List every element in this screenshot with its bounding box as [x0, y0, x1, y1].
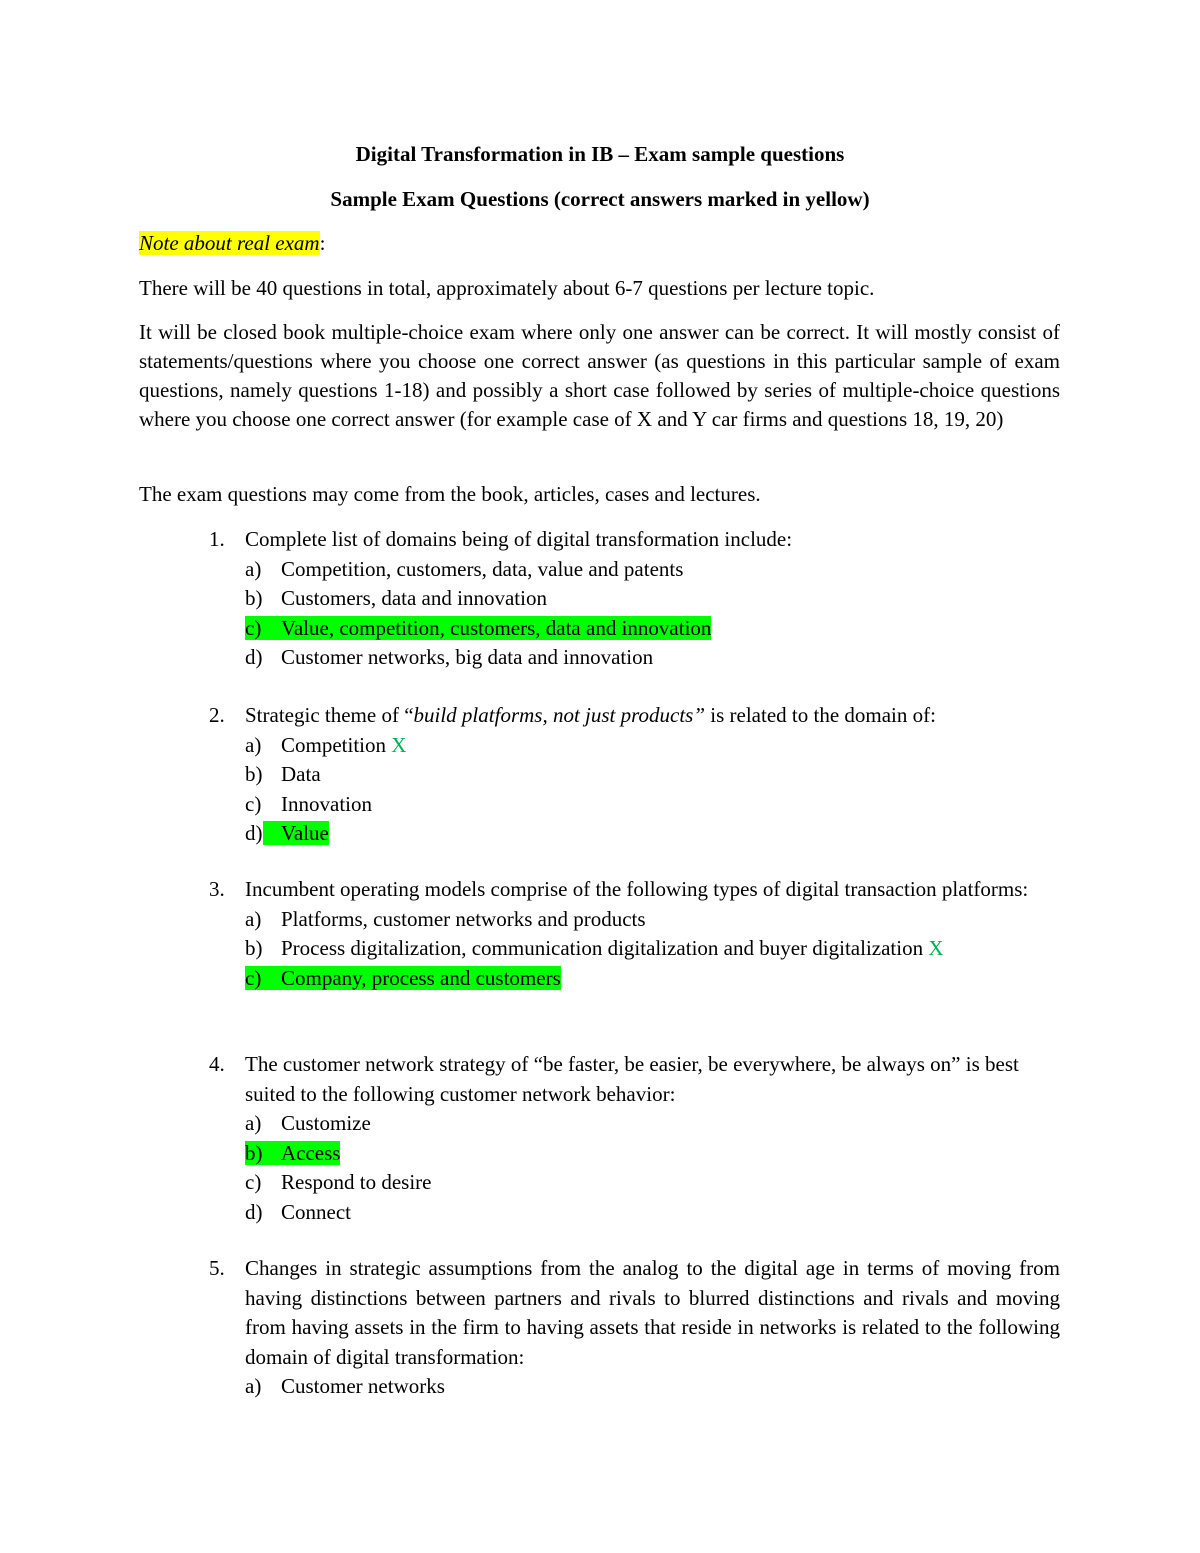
- question-5: [209, 1254, 1060, 1402]
- option-c: [245, 790, 1060, 820]
- question-1: [209, 525, 1060, 673]
- option-text: Customer networks: [281, 1374, 445, 1398]
- option-text: Customers, data and innovation: [281, 586, 547, 610]
- option-d-correct: [245, 819, 1060, 849]
- question-number: 5.: [209, 1256, 225, 1280]
- option-text: Value: [263, 821, 329, 845]
- option-text: Data: [281, 762, 321, 786]
- question-text: Complete list of domains being of digital transformation include:: [245, 527, 793, 551]
- option-text: Platforms, customer networks and products: [281, 906, 646, 931]
- option-text: Connect: [281, 1199, 351, 1224]
- option-label: a): [245, 556, 262, 581]
- option-label: c): [245, 791, 262, 816]
- option-text: Access: [281, 1140, 341, 1165]
- option-c-correct: [245, 964, 1060, 994]
- option-text: Process digitalization, communication digitalization and buyer digitalization: [281, 936, 924, 960]
- question-number: 3.: [209, 877, 225, 901]
- option-label: b): [245, 1140, 263, 1165]
- option-text: Competition, customers, data, value and patents: [281, 556, 684, 581]
- note-colon: :: [319, 231, 326, 255]
- option-label: d): [245, 1199, 263, 1224]
- option-label: a): [245, 1374, 262, 1398]
- option-a: [245, 731, 1060, 761]
- question-text: Changes in strategic assumptions from the analog to the digital age in terms of moving from having distinctions between partners and rivals to blurred distinctions and rivals and moving from having assets in the firm to having assets that reside in networks is related to the following domain of digital transformation:: [245, 1256, 1060, 1369]
- option-label: d): [245, 821, 263, 845]
- question-number: 4.: [209, 1052, 225, 1076]
- note-label: Note about real exam: [139, 231, 320, 255]
- question-text: The customer network strategy of “be faster, be easier, be everywhere, be always on” is best suited to the following customer network behavior:: [245, 1052, 1019, 1106]
- option-label: b): [245, 762, 263, 786]
- question-text: Strategic theme of “build platforms, not just products” is related to the domain of:: [245, 703, 936, 727]
- option-a: [245, 555, 1060, 585]
- option-b: [245, 760, 1060, 790]
- option-text: Innovation: [281, 791, 372, 816]
- x-mark: X: [391, 732, 407, 757]
- option-label: c): [245, 965, 262, 990]
- option-text: Customer networks, big data and innovation: [281, 645, 654, 669]
- document-subtitle: Sample Exam Questions (correct answers marked in yellow): [330, 187, 870, 211]
- option-c-correct: [245, 614, 1060, 644]
- question-4: [209, 1050, 1060, 1227]
- option-a: [245, 1372, 1060, 1402]
- question-2: [209, 701, 1060, 849]
- option-b: [245, 584, 1060, 614]
- note-line: [139, 229, 1060, 258]
- question-text: Incumbent operating models comprise of the following types of digital transaction platforms:: [245, 877, 1029, 901]
- option-label: b): [245, 936, 263, 960]
- option-b: [245, 934, 1060, 964]
- paragraph-exam-format: It will be closed book multiple-choice exam where only one answer can be correct. It will mostly consist of statements/questions where you choose one correct answer (as questions in this particular sample of exam questions, namely questions 1-18) and possibly a short case followed by series of multiple-choice questions where you choose one correct answer (for example case of X and Y car firms and questions 18, 19, 20): [139, 320, 1060, 431]
- option-label: b): [245, 586, 263, 610]
- option-label: d): [245, 645, 263, 669]
- option-b-correct: [245, 1139, 1060, 1169]
- x-mark: X: [928, 936, 944, 960]
- option-text: Competition: [281, 732, 386, 757]
- paragraph-total-questions: There will be 40 questions in total, approximately about 6-7 questions per lecture topic.: [139, 276, 875, 300]
- option-c: [245, 1168, 1060, 1198]
- option-label: a): [245, 906, 262, 931]
- option-text: Value, competition, customers, data and innovation: [281, 615, 712, 640]
- question-3: [209, 875, 1060, 993]
- document-title: Digital Transformation in IB – Exam sample questions: [355, 142, 845, 166]
- option-label: c): [245, 615, 262, 640]
- paragraph-sources: The exam questions may come from the book, articles, cases and lectures.: [139, 482, 761, 506]
- option-d: [245, 1198, 1060, 1228]
- question-number: 2.: [209, 703, 225, 727]
- option-text: Customize: [281, 1111, 371, 1135]
- option-label: a): [245, 732, 262, 757]
- question-number: 1.: [209, 527, 225, 551]
- option-label: a): [245, 1111, 262, 1135]
- option-label: c): [245, 1170, 262, 1194]
- option-a: [245, 905, 1060, 935]
- option-d: [245, 643, 1060, 673]
- option-a: [245, 1109, 1060, 1139]
- option-text: Company, process and customers: [281, 965, 561, 990]
- option-text: Respond to desire: [281, 1170, 432, 1194]
